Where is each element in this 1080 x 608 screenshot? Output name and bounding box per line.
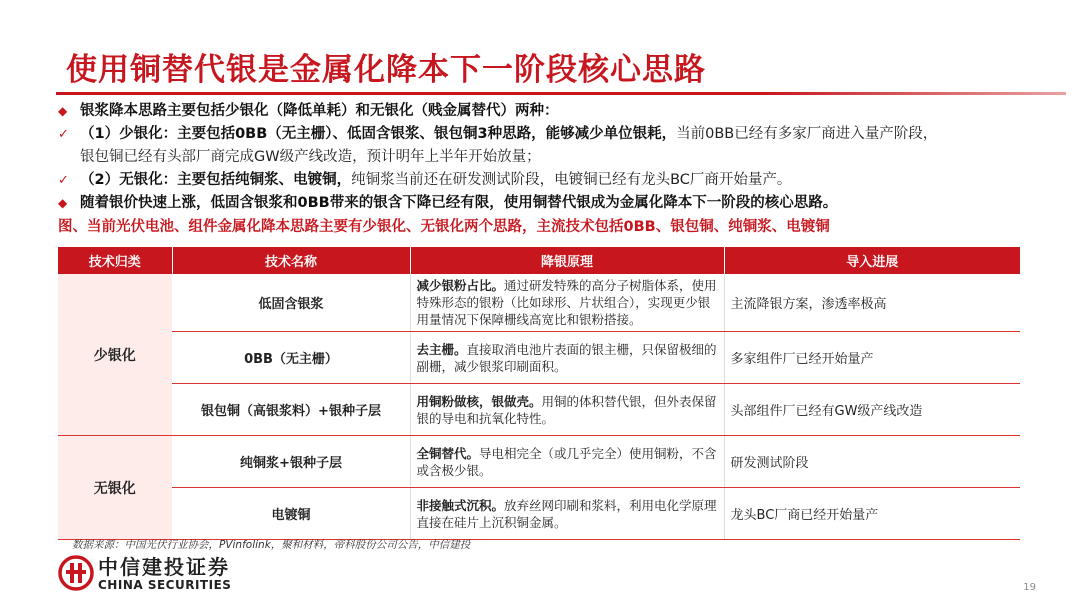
logo-cn-text: 中信建投证券 — [98, 555, 230, 579]
progress-cell: 主流降银方案，渗透率极高 — [724, 274, 1020, 332]
table-row — [58, 436, 1020, 488]
title-divider — [56, 92, 1066, 95]
principle-cell — [410, 274, 724, 332]
bullet-text: 随着银价快速上涨，低固含银浆和0BB带来的银含下降已经有限，使用铜替代银成为金属化降本下一阶段的核心思路。 — [80, 195, 838, 211]
bullet-item — [58, 169, 1048, 192]
diamond-bullet-icon: ◆ — [58, 196, 68, 210]
bullet-text: 银包铜已经有头部厂商完成GW级产线改造，预计明年上半年开始放量； — [80, 149, 541, 165]
header-tech-name: 技术名称 — [172, 247, 410, 274]
principle-bold: 减少银粉占比。 — [416, 278, 505, 293]
principle-bold: 用铜粉做核，银做壳。 — [416, 393, 542, 409]
tech-name-cell: 纯铜浆+银种子层 — [172, 436, 410, 488]
table-row — [58, 384, 1020, 436]
bullet-strong-text: （1）少银化：主要包括0BB（无主栅）、低固含银浆、银包铜3种思路，能够减少单位银耗， — [80, 126, 677, 142]
check-icon: ✓ — [58, 173, 69, 188]
principle-text: 直接取消电池片表面的银主栅，只保留极细的副栅，减少银浆印刷面积。 — [416, 341, 717, 374]
bullet-rest-text: 纯铜浆当前还在研发测试阶段，电镀铜已经有龙头BC厂商开始量产。 — [351, 172, 792, 188]
logo-en-text: CHINA SECURITIES — [98, 578, 232, 592]
bullet-item — [58, 192, 1048, 215]
table-row — [58, 332, 1020, 384]
header-principle: 降银原理 — [410, 247, 724, 274]
page-number: 19 — [1023, 582, 1036, 593]
bullet-text — [80, 169, 791, 192]
tech-table — [58, 247, 1020, 540]
bullet-list — [58, 100, 1048, 239]
tech-name-cell: 低固含银浆 — [172, 274, 410, 332]
tech-name-cell: 0BB（无主栅） — [172, 332, 410, 384]
bullet-text: 银浆降本思路主要包括少银化（降低单耗）和无银化（贱金属替代）两种： — [80, 103, 559, 119]
progress-cell: 头部组件厂已经有GW级产线改造 — [724, 384, 1020, 436]
table-row — [58, 274, 1020, 332]
figure-caption: 图、当前光伏电池、组件金属化降本思路主要有少银化、无银化两个思路，主流技术包括0BB、银包铜、纯铜浆、电镀铜 — [58, 219, 830, 235]
principle-cell — [410, 384, 724, 436]
principle-text: 用铜的体积替代银，但外表保留银的导电和抗氧化特性。 — [416, 393, 717, 426]
principle-cell — [410, 332, 724, 384]
bullet-text — [80, 123, 937, 146]
category-cell: 少银化 — [58, 274, 172, 436]
principle-cell — [410, 436, 724, 488]
bullet-item — [58, 123, 1048, 146]
table-header-row — [58, 247, 1020, 274]
principle-bold: 去主栅。 — [416, 341, 467, 357]
diamond-bullet-icon: ◆ — [58, 104, 68, 118]
progress-cell: 研发测试阶段 — [724, 436, 1020, 488]
principle-bold: 全铜替代。 — [416, 445, 480, 461]
principle-bold: 非接触式沉积。 — [416, 497, 505, 513]
page-title: 使用铜替代银是金属化降本下一阶段核心思路 — [66, 52, 706, 88]
principle-text: 通过研发特殊的高分子树脂体系，使用特殊形态的银粉（比如球形、片状组合），实现更少银用量情况下保障栅线高宽比和银粉搭接。 — [416, 278, 717, 327]
bullet-continuation — [58, 146, 1048, 169]
progress-cell: 龙头BC厂商已经开始量产 — [724, 488, 1020, 540]
table-row — [58, 488, 1020, 540]
header-category: 技术归类 — [58, 247, 172, 274]
check-icon: ✓ — [58, 127, 69, 142]
source-note: 数据来源：中国光伏行业协会，PVinfolink，聚和材料，帝科股份公司公告，中信建投 — [72, 539, 471, 551]
bullet-strong-text: （2）无银化：主要包括纯铜浆、电镀铜， — [80, 172, 352, 188]
tech-name-cell: 银包铜（高银浆料）+银种子层 — [172, 384, 410, 436]
principle-text: 导电相完全（或几乎完全）使用铜粉，不含或含极少银。 — [416, 445, 717, 478]
bullet-rest-text: 当前0BB已经有多家厂商进入量产阶段， — [676, 126, 938, 142]
bullet-item — [58, 100, 1048, 123]
citic-logo-icon — [58, 555, 94, 591]
tech-name-cell: 电镀铜 — [172, 488, 410, 540]
progress-cell: 多家组件厂已经开始量产 — [724, 332, 1020, 384]
principle-text: 放弃丝网印刷和浆料，利用电化学原理直接在硅片上沉积铜金属。 — [416, 497, 717, 530]
principle-cell — [410, 488, 724, 540]
category-cell: 无银化 — [58, 436, 172, 540]
header-progress: 导入进展 — [724, 247, 1020, 274]
